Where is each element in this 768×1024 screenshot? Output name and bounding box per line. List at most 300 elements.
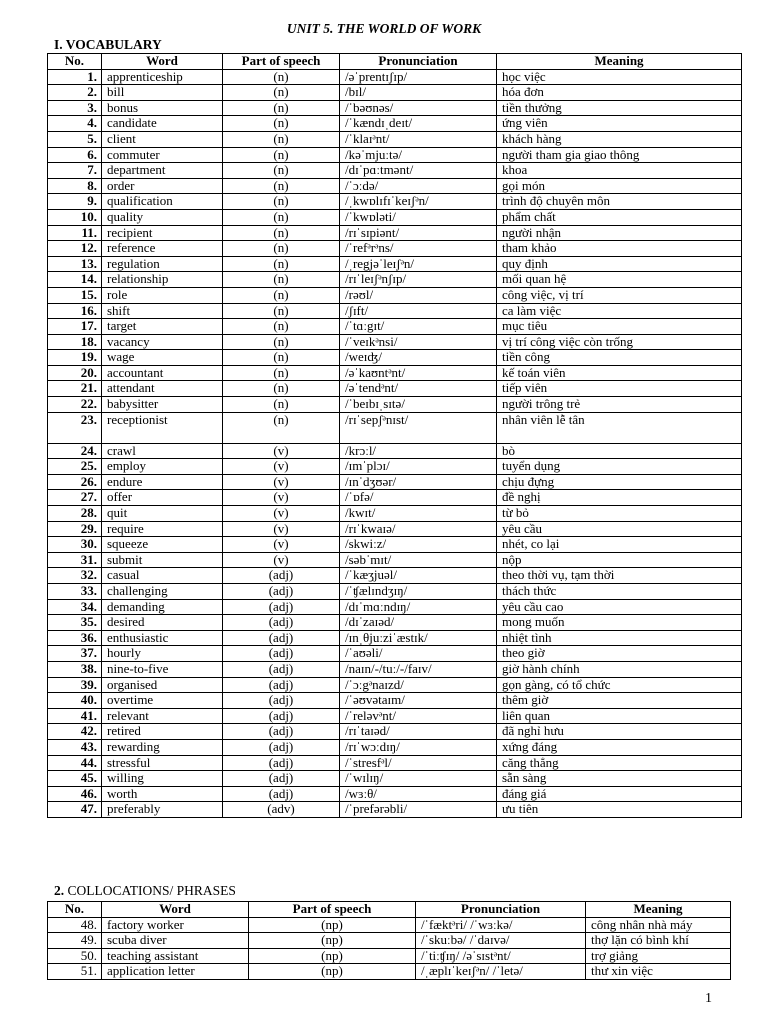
cell-no: 46.	[48, 786, 102, 802]
page-number: 1	[705, 991, 712, 1006]
table-row	[48, 739, 742, 755]
cell-no: 51.	[48, 964, 102, 980]
cell-part-of-speech: (v)	[223, 552, 340, 568]
header-pronunciation: Pronunciation	[416, 902, 586, 918]
cell-no: 12.	[48, 241, 102, 257]
table-row	[48, 693, 742, 709]
section-title: COLLOCATIONS/ PHRASES	[64, 883, 236, 898]
cell-word: department	[102, 163, 223, 179]
cell-word: teaching assistant	[102, 948, 249, 964]
cell-pronunciation: /əˈkaʊntᵊnt/	[340, 365, 497, 381]
table-row	[48, 615, 742, 631]
cell-meaning: trình độ chuyên môn	[497, 194, 742, 210]
cell-no: 48.	[48, 917, 102, 933]
cell-pronunciation: /rɪˈkwaɪə/	[340, 521, 497, 537]
table-row	[48, 584, 742, 600]
table-header-row	[48, 902, 731, 918]
cell-meaning: xứng đáng	[497, 739, 742, 755]
cell-part-of-speech: (v)	[223, 537, 340, 553]
cell-pronunciation: /ˌregjəˈleɪʃᵊn/	[340, 256, 497, 272]
table-row	[48, 116, 742, 132]
cell-word: factory worker	[102, 917, 249, 933]
cell-no: 37.	[48, 646, 102, 662]
cell-word: challenging	[102, 584, 223, 600]
cell-pronunciation: /ˈklaɪᵊnt/	[340, 131, 497, 147]
cell-pronunciation: /rɪˈsɪpiənt/	[340, 225, 497, 241]
cell-no: 19.	[48, 350, 102, 366]
cell-meaning: đã nghỉ hưu	[497, 724, 742, 740]
cell-meaning: mục tiêu	[497, 319, 742, 335]
cell-meaning: vị trí công việc còn trống	[497, 334, 742, 350]
cell-pronunciation: /ˈveɪkᵊnsi/	[340, 334, 497, 350]
cell-pronunciation: /dɪˈmɑːndɪŋ/	[340, 599, 497, 615]
cell-word: relationship	[102, 272, 223, 288]
cell-no: 40.	[48, 693, 102, 709]
vocabulary-table	[47, 53, 742, 818]
cell-meaning: khách hàng	[497, 131, 742, 147]
cell-no: 23.	[48, 412, 102, 443]
cell-meaning: học việc	[497, 69, 742, 85]
table-row	[48, 412, 742, 443]
cell-part-of-speech: (v)	[223, 474, 340, 490]
cell-meaning: yêu cầu cao	[497, 599, 742, 615]
cell-word: willing	[102, 771, 223, 787]
cell-meaning: bò	[497, 443, 742, 459]
cell-no: 25.	[48, 459, 102, 475]
cell-part-of-speech: (n)	[223, 350, 340, 366]
cell-pronunciation: /ʃɪft/	[340, 303, 497, 319]
cell-no: 29.	[48, 521, 102, 537]
cell-no: 45.	[48, 771, 102, 787]
cell-pronunciation: /səbˈmɪt/	[340, 552, 497, 568]
table-row	[48, 209, 742, 225]
cell-word: employ	[102, 459, 223, 475]
cell-part-of-speech: (adj)	[223, 708, 340, 724]
table-row	[48, 917, 731, 933]
cell-part-of-speech: (n)	[223, 334, 340, 350]
section-vocabulary-heading: I. VOCABULARY	[54, 37, 162, 52]
cell-word: require	[102, 521, 223, 537]
cell-word: organised	[102, 677, 223, 693]
cell-word: receptionist	[102, 412, 223, 443]
cell-part-of-speech: (adj)	[223, 661, 340, 677]
section-number: 2.	[54, 883, 65, 898]
cell-part-of-speech: (v)	[223, 443, 340, 459]
cell-word: scuba diver	[102, 933, 249, 949]
cell-no: 49.	[48, 933, 102, 949]
cell-word: vacancy	[102, 334, 223, 350]
cell-meaning: nhiệt tình	[497, 630, 742, 646]
cell-part-of-speech: (n)	[223, 287, 340, 303]
cell-no: 17.	[48, 319, 102, 335]
cell-part-of-speech: (n)	[223, 225, 340, 241]
table-row	[48, 287, 742, 303]
cell-meaning: thách thức	[497, 584, 742, 600]
cell-no: 31.	[48, 552, 102, 568]
cell-word: casual	[102, 568, 223, 584]
cell-part-of-speech: (adj)	[223, 615, 340, 631]
cell-part-of-speech: (adj)	[223, 755, 340, 771]
cell-word: rewarding	[102, 739, 223, 755]
cell-meaning: mong muốn	[497, 615, 742, 631]
cell-meaning: tuyển dụng	[497, 459, 742, 475]
header-no: No.	[48, 902, 102, 918]
cell-part-of-speech: (n)	[223, 319, 340, 335]
cell-part-of-speech: (n)	[223, 131, 340, 147]
table-row	[48, 194, 742, 210]
cell-no: 33.	[48, 584, 102, 600]
table-row	[48, 397, 742, 413]
cell-no: 21.	[48, 381, 102, 397]
cell-word: crawl	[102, 443, 223, 459]
cell-word: overtime	[102, 693, 223, 709]
cell-pronunciation: /weɪʤ/	[340, 350, 497, 366]
cell-meaning: tiền thưởng	[497, 100, 742, 116]
cell-pronunciation: /ˈɔːgᵊnaɪzd/	[340, 677, 497, 693]
cell-meaning: theo giờ	[497, 646, 742, 662]
cell-meaning: thợ lặn có bình khí	[586, 933, 731, 949]
cell-no: 26.	[48, 474, 102, 490]
cell-no: 1.	[48, 69, 102, 85]
table-row	[48, 100, 742, 116]
cell-pronunciation: /ˈaʊəli/	[340, 646, 497, 662]
cell-pronunciation: /ˈkæʒjuəl/	[340, 568, 497, 584]
cell-word: demanding	[102, 599, 223, 615]
cell-word: reference	[102, 241, 223, 257]
cell-pronunciation: /ˈbəʊnəs/	[340, 100, 497, 116]
cell-pronunciation: /ˈəʊvətaɪm/	[340, 693, 497, 709]
header-no: No.	[48, 54, 102, 70]
cell-part-of-speech: (n)	[223, 69, 340, 85]
cell-no: 10.	[48, 209, 102, 225]
cell-word: worth	[102, 786, 223, 802]
cell-pronunciation: /ˌæplɪˈkeɪʃᵊn/ /ˈletə/	[416, 964, 586, 980]
cell-word: attendant	[102, 381, 223, 397]
cell-no: 47.	[48, 802, 102, 818]
cell-word: babysitter	[102, 397, 223, 413]
cell-pronunciation: /ˈɒfə/	[340, 490, 497, 506]
table-row	[48, 474, 742, 490]
cell-part-of-speech: (n)	[223, 85, 340, 101]
cell-no: 35.	[48, 615, 102, 631]
cell-part-of-speech: (n)	[223, 256, 340, 272]
header-word: Word	[102, 902, 249, 918]
cell-meaning: quy định	[497, 256, 742, 272]
table-row	[48, 147, 742, 163]
table-row	[48, 131, 742, 147]
cell-no: 38.	[48, 661, 102, 677]
cell-pronunciation: /ɪnˈdʒʊər/	[340, 474, 497, 490]
cell-word: apprenticeship	[102, 69, 223, 85]
cell-no: 32.	[48, 568, 102, 584]
cell-part-of-speech: (v)	[223, 490, 340, 506]
cell-meaning: đáng giá	[497, 786, 742, 802]
cell-no: 22.	[48, 397, 102, 413]
header-meaning: Meaning	[497, 54, 742, 70]
cell-word: qualification	[102, 194, 223, 210]
page-title: UNIT 5. THE WORLD OF WORK	[286, 21, 482, 36]
cell-pronunciation: /ˈstresfᵊl/	[340, 755, 497, 771]
cell-meaning: căng thẳng	[497, 755, 742, 771]
cell-part-of-speech: (np)	[249, 964, 416, 980]
cell-part-of-speech: (adj)	[223, 646, 340, 662]
header-meaning: Meaning	[586, 902, 731, 918]
cell-word: endure	[102, 474, 223, 490]
table-row	[48, 521, 742, 537]
table-row	[48, 334, 742, 350]
cell-word: hourly	[102, 646, 223, 662]
table-row	[48, 646, 742, 662]
cell-part-of-speech: (n)	[223, 147, 340, 163]
cell-part-of-speech: (n)	[223, 272, 340, 288]
cell-meaning: liên quan	[497, 708, 742, 724]
table-row	[48, 802, 742, 818]
cell-no: 15.	[48, 287, 102, 303]
cell-word: offer	[102, 490, 223, 506]
cell-part-of-speech: (np)	[249, 917, 416, 933]
cell-part-of-speech: (n)	[223, 412, 340, 443]
cell-meaning: gọn gàng, có tổ chức	[497, 677, 742, 693]
cell-pronunciation: /ɪmˈplɔɪ/	[340, 459, 497, 475]
cell-part-of-speech: (n)	[223, 178, 340, 194]
cell-meaning: yêu cầu	[497, 521, 742, 537]
table-row	[48, 178, 742, 194]
cell-part-of-speech: (adj)	[223, 786, 340, 802]
cell-pronunciation: /ˈbeɪbɪˌsɪtə/	[340, 397, 497, 413]
cell-part-of-speech: (n)	[223, 100, 340, 116]
cell-no: 3.	[48, 100, 102, 116]
cell-no: 27.	[48, 490, 102, 506]
cell-pronunciation: /wɜːθ/	[340, 786, 497, 802]
table-row	[48, 272, 742, 288]
cell-no: 30.	[48, 537, 102, 553]
cell-meaning: trợ giảng	[586, 948, 731, 964]
table-row	[48, 490, 742, 506]
cell-word: desired	[102, 615, 223, 631]
cell-part-of-speech: (adj)	[223, 584, 340, 600]
cell-no: 43.	[48, 739, 102, 755]
table-row	[48, 506, 742, 522]
cell-meaning: công việc, vị trí	[497, 287, 742, 303]
cell-pronunciation: /skwiːz/	[340, 537, 497, 553]
cell-word: candidate	[102, 116, 223, 132]
table-row	[48, 303, 742, 319]
table-row	[48, 933, 731, 949]
cell-pronunciation: /ˌkwɒlɪfɪˈkeɪʃᵊn/	[340, 194, 497, 210]
cell-part-of-speech: (adv)	[223, 802, 340, 818]
table-header-row	[48, 54, 742, 70]
cell-no: 41.	[48, 708, 102, 724]
cell-pronunciation: /ˈkwɒləti/	[340, 209, 497, 225]
cell-pronunciation: /kəˈmjuːtə/	[340, 147, 497, 163]
cell-no: 18.	[48, 334, 102, 350]
cell-meaning: ưu tiên	[497, 802, 742, 818]
cell-word: accountant	[102, 365, 223, 381]
cell-pronunciation: /naɪn/-/tuː/-/faɪv/	[340, 661, 497, 677]
table-row	[48, 537, 742, 553]
table-row	[48, 552, 742, 568]
cell-word: quit	[102, 506, 223, 522]
cell-pronunciation: /ˈʧælɪndʒɪŋ/	[340, 584, 497, 600]
cell-part-of-speech: (v)	[223, 459, 340, 475]
cell-word: submit	[102, 552, 223, 568]
table-row	[48, 69, 742, 85]
cell-part-of-speech: (n)	[223, 194, 340, 210]
table-row	[48, 786, 742, 802]
cell-no: 44.	[48, 755, 102, 771]
cell-word: role	[102, 287, 223, 303]
cell-word: stressful	[102, 755, 223, 771]
cell-word: bill	[102, 85, 223, 101]
cell-word: recipient	[102, 225, 223, 241]
cell-pronunciation: /ˈprefərəbli/	[340, 802, 497, 818]
cell-word: target	[102, 319, 223, 335]
cell-no: 14.	[48, 272, 102, 288]
cell-meaning: kế toán viên	[497, 365, 742, 381]
cell-word: squeeze	[102, 537, 223, 553]
cell-pronunciation: /rɪˈleɪʃᵊnʃɪp/	[340, 272, 497, 288]
cell-no: 11.	[48, 225, 102, 241]
cell-pronunciation: /ˈkændɪˌdeɪt/	[340, 116, 497, 132]
cell-meaning: chịu đựng	[497, 474, 742, 490]
table-row	[48, 256, 742, 272]
cell-meaning: công nhân nhà máy	[586, 917, 731, 933]
cell-no: 16.	[48, 303, 102, 319]
cell-word: relevant	[102, 708, 223, 724]
cell-meaning: nhét, co lại	[497, 537, 742, 553]
cell-pronunciation: /bɪl/	[340, 85, 497, 101]
cell-pronunciation: /rəʊl/	[340, 287, 497, 303]
cell-word: shift	[102, 303, 223, 319]
cell-part-of-speech: (n)	[223, 397, 340, 413]
collocations-table	[47, 901, 731, 980]
cell-pronunciation: /dɪˈzaɪəd/	[340, 615, 497, 631]
cell-word: enthusiastic	[102, 630, 223, 646]
cell-meaning: sẵn sàng	[497, 771, 742, 787]
cell-part-of-speech: (n)	[223, 381, 340, 397]
cell-meaning: từ bỏ	[497, 506, 742, 522]
cell-no: 24.	[48, 443, 102, 459]
table-row	[48, 948, 731, 964]
cell-pronunciation: /ˈrefᵊrᵊns/	[340, 241, 497, 257]
cell-part-of-speech: (n)	[223, 365, 340, 381]
cell-pronunciation: /rɪˈwɔːdɪŋ/	[340, 739, 497, 755]
header-word: Word	[102, 54, 223, 70]
table-row	[48, 163, 742, 179]
cell-word: quality	[102, 209, 223, 225]
cell-part-of-speech: (adj)	[223, 630, 340, 646]
cell-meaning: thêm giờ	[497, 693, 742, 709]
cell-word: preferably	[102, 802, 223, 818]
cell-meaning: tham khảo	[497, 241, 742, 257]
cell-part-of-speech: (v)	[223, 521, 340, 537]
header-part-of-speech: Part of speech	[249, 902, 416, 918]
cell-no: 28.	[48, 506, 102, 522]
cell-pronunciation: /ˈfæktᵊri/ /ˈwɜːkə/	[416, 917, 586, 933]
section-collocations-heading	[54, 883, 236, 899]
cell-pronunciation: /ɪnˌθjuːziˈæstɪk/	[340, 630, 497, 646]
cell-part-of-speech: (adj)	[223, 693, 340, 709]
cell-part-of-speech: (adj)	[223, 771, 340, 787]
cell-word: nine-to-five	[102, 661, 223, 677]
cell-no: 36.	[48, 630, 102, 646]
cell-meaning: nộp	[497, 552, 742, 568]
cell-word: bonus	[102, 100, 223, 116]
cell-no: 5.	[48, 131, 102, 147]
cell-part-of-speech: (n)	[223, 209, 340, 225]
cell-meaning: nhân viên lễ tân	[497, 412, 742, 443]
cell-meaning: người trông trẻ	[497, 397, 742, 413]
table-row	[48, 241, 742, 257]
table-row	[48, 568, 742, 584]
table-row	[48, 630, 742, 646]
cell-word: regulation	[102, 256, 223, 272]
cell-no: 9.	[48, 194, 102, 210]
table-row	[48, 677, 742, 693]
cell-pronunciation: /dɪˈpɑːtmənt/	[340, 163, 497, 179]
cell-meaning: khoa	[497, 163, 742, 179]
table-row	[48, 964, 731, 980]
cell-meaning: ứng viên	[497, 116, 742, 132]
cell-meaning: tiếp viên	[497, 381, 742, 397]
table-row	[48, 771, 742, 787]
cell-word: order	[102, 178, 223, 194]
cell-part-of-speech: (np)	[249, 933, 416, 949]
cell-pronunciation: /ˈtiːʧɪŋ/ /əˈsɪstᵊnt/	[416, 948, 586, 964]
cell-pronunciation: /ˈtɑːgɪt/	[340, 319, 497, 335]
cell-pronunciation: /ˈwɪlɪŋ/	[340, 771, 497, 787]
cell-word: wage	[102, 350, 223, 366]
table-row	[48, 661, 742, 677]
cell-no: 2.	[48, 85, 102, 101]
cell-part-of-speech: (v)	[223, 506, 340, 522]
cell-part-of-speech: (adj)	[223, 599, 340, 615]
cell-meaning: ca làm việc	[497, 303, 742, 319]
table-row	[48, 85, 742, 101]
cell-no: 6.	[48, 147, 102, 163]
cell-meaning: theo thời vụ, tạm thời	[497, 568, 742, 584]
header-part-of-speech: Part of speech	[223, 54, 340, 70]
table-row	[48, 708, 742, 724]
cell-part-of-speech: (n)	[223, 241, 340, 257]
cell-no: 4.	[48, 116, 102, 132]
cell-meaning: thư xin việc	[586, 964, 731, 980]
cell-pronunciation: /əˈtendᵊnt/	[340, 381, 497, 397]
table-row	[48, 724, 742, 740]
table-row	[48, 350, 742, 366]
cell-word: commuter	[102, 147, 223, 163]
cell-no: 50.	[48, 948, 102, 964]
cell-no: 13.	[48, 256, 102, 272]
cell-pronunciation: /rɪˈtaɪəd/	[340, 724, 497, 740]
cell-word: application letter	[102, 964, 249, 980]
cell-meaning: người tham gia giao thông	[497, 147, 742, 163]
cell-pronunciation: /kwɪt/	[340, 506, 497, 522]
table-row	[48, 381, 742, 397]
cell-no: 39.	[48, 677, 102, 693]
cell-no: 7.	[48, 163, 102, 179]
cell-part-of-speech: (adj)	[223, 739, 340, 755]
cell-part-of-speech: (np)	[249, 948, 416, 964]
cell-pronunciation: /ˈɔːdə/	[340, 178, 497, 194]
cell-word: client	[102, 131, 223, 147]
cell-meaning: tiền công	[497, 350, 742, 366]
cell-meaning: hóa đơn	[497, 85, 742, 101]
cell-part-of-speech: (n)	[223, 116, 340, 132]
cell-pronunciation: /ˈreləvᵊnt/	[340, 708, 497, 724]
cell-word: retired	[102, 724, 223, 740]
table-row	[48, 459, 742, 475]
